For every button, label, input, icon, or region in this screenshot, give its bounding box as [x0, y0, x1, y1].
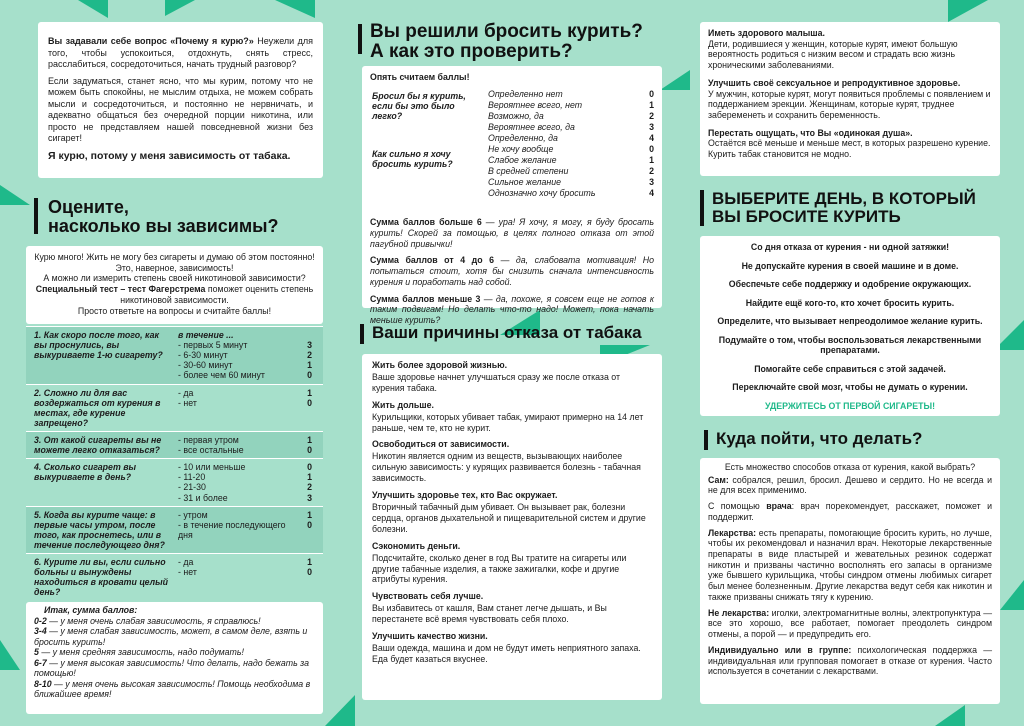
intro-card [38, 22, 323, 178]
reason-text: Вы избавитесь от кашля, Вам станет легче дышать, и Вы перестанете всё время чувствовать себя плохо. [372, 603, 607, 625]
benefit-item [708, 28, 992, 71]
quiz-answers [170, 388, 298, 428]
motivation-answers [488, 89, 654, 199]
quiz-score: 0 [307, 462, 312, 473]
answer-score: 4 [649, 133, 654, 144]
choose-day-heading [712, 190, 976, 226]
result-text: — у меня средняя зависимость, надо подумать! [38, 647, 244, 658]
quiz-question: 6. Курите ли вы, если сильно больны и вынуждены находиться в кровати целый день? [34, 557, 169, 598]
reason-title: Освободиться от зависимости. [372, 439, 510, 450]
day-final: УДЕРЖИТЕСЬ ОТ ПЕРВОЙ СИГАРЕТЫ! [764, 400, 936, 411]
where-item-text: : врач порекомендует, расскажет, поможет и поддержит. [708, 501, 993, 522]
where-item-text: есть препараты, помогающие бросить курить, но лучше, чтобы их рекомендовал и назначил врач. Некоторые лекарственные препараты в виде пластырей и жевательных резинок содержат никотин и призваны частично восполнять его запасы в организме уже бывшего курильщика, чтобы синдром отмены любимых сигарет был менее болезненным. Другие лекарства ведут себя как никотин и также призваны снижать тягу к курению. [708, 527, 992, 602]
benefit-title: Улучшить своё сексуальное и репродуктивное здоровье. [708, 77, 961, 88]
heading-bar [700, 190, 704, 226]
test-name: Специальный тест – тест Фагерстрема [35, 284, 206, 295]
where-item-pre: С помощью [708, 501, 767, 512]
answer-text: Слабое желание [488, 155, 557, 166]
reason-title: Жить более здоровой жизнью. [372, 360, 508, 370]
day-item: Определите, что вызывает непреодолимое желание курить. [717, 316, 983, 327]
score-range-title: Сумма баллов меньше 3 [370, 293, 481, 304]
heading-bar [704, 430, 708, 450]
quiz-answer: - все остальные [178, 445, 244, 456]
reason-title: Жить дольше. [372, 399, 434, 410]
motivation-answer [488, 89, 654, 100]
heading-bar [358, 24, 362, 54]
fagerstrom-quiz [26, 326, 323, 601]
decor-triangle [325, 695, 355, 726]
result-line [34, 658, 315, 679]
reason-item [372, 631, 652, 665]
decor-triangle [275, 0, 315, 18]
answer-text: Вероятнее всего, нет [488, 100, 583, 111]
result-range: 3-4 [34, 626, 47, 637]
where-item [708, 608, 992, 640]
day-item: Помогайте себе справиться с этой задачей. [754, 363, 946, 374]
results-title: Итак, сумма баллов: [44, 605, 138, 615]
answer-score: 3 [649, 122, 654, 133]
heading-line: ВЫ БРОСИТЕ КУРИТЬ [712, 206, 901, 226]
motivation-answer [488, 188, 654, 199]
where-item [708, 475, 992, 496]
dependency-heading [48, 198, 279, 236]
decor-triangle [660, 70, 690, 90]
results-list [34, 616, 315, 700]
quiz-scores [298, 510, 312, 550]
score-range-title: Сумма баллов больше 6 [370, 217, 482, 228]
heading-bar [360, 324, 364, 344]
quiz-score: 2 [307, 350, 312, 361]
answer-score: 2 [649, 166, 654, 177]
decor-triangle [0, 640, 20, 670]
result-text: — у меня очень высокая зависимость! Помощь необходима в ближайшее время! [34, 678, 311, 700]
reason-item [372, 591, 652, 625]
quiz-answer: - 11-20 [178, 472, 206, 483]
quiz-question: 5. Когда вы курите чаще: в первые часы утром, после того, как проснетесь, или в течение последующего дня? [34, 509, 165, 550]
reason-item [372, 541, 652, 586]
quiz-question: 1. Как скоро после того, как вы проснулись, вы выкуриваете 1-ю сигарету? [34, 330, 163, 361]
answer-score: 0 [649, 89, 654, 100]
where-item [708, 501, 992, 522]
quiz-score: 0 [307, 519, 312, 530]
quiz-scores [298, 557, 312, 597]
quiz-answers [170, 557, 298, 597]
where-card [700, 458, 1000, 704]
reason-item [372, 360, 652, 394]
motivation-answer [488, 177, 654, 188]
quiz-row [26, 431, 323, 458]
where-item-title: Не лекарства: [708, 607, 770, 618]
benefit-item [708, 78, 992, 121]
quiz-question: 3. От какой сигареты вы не можете легко отказаться? [34, 434, 162, 456]
motivation-answer [488, 144, 654, 155]
motivation-test-card [362, 66, 662, 325]
quiz-answers [170, 510, 298, 550]
intro-text: Неужели для того, чтобы успокоиться, отдохнуть, снять стресс, расслабиться, сосредоточиться, начать трудный разговор? [48, 36, 313, 70]
where-item-text: собрался, решил, бросил. Дешево и сердито. Но не всегда и не для всех применимо. [708, 474, 992, 496]
heading-line: ВЫБЕРИТЕ ДЕНЬ, В КОТОРЫЙ [712, 189, 976, 208]
quiz-answers [170, 435, 298, 455]
day-item: Подумайте о том, чтобы воспользоваться лекарственными препаратами. [718, 334, 982, 356]
answer-text: Определенно, да [488, 133, 558, 144]
quiz-score: 1 [307, 387, 312, 398]
quiz-answer: - нет [178, 397, 197, 408]
intro-conclusion: Я курю, потому у меня зависимость от табака. [48, 149, 291, 162]
decor-triangle [1000, 580, 1024, 610]
benefit-item [708, 128, 992, 160]
benefit-title: Иметь здорового малыша. [708, 28, 825, 38]
results-card [26, 602, 323, 714]
reason-title: Улучшить качество жизни. [372, 631, 488, 642]
result-range: 5 [34, 647, 39, 658]
quiz-row [26, 553, 323, 600]
quiz-score: 0 [307, 445, 312, 456]
score-range-title: Сумма баллов от 4 до 6 [370, 255, 495, 266]
test-intro-line: А можно ли измерить степень своей никотиновой зависимости? [43, 273, 306, 284]
answer-score: 0 [649, 144, 654, 155]
motivation-answer [488, 166, 654, 177]
quiz-score: 1 [307, 557, 312, 568]
score-range-text: — ура! Я хочу, я могу, я буду бросать курить! Скорей за помощью, в целях полного отказа от этой пагубной привычки! [370, 217, 655, 249]
score-range [370, 217, 654, 249]
answer-score: 4 [649, 188, 654, 199]
quiz-scores [298, 330, 312, 381]
quiz-answer: - нет [178, 567, 197, 578]
quiz-score: 0 [307, 397, 312, 408]
answer-score: 1 [649, 100, 654, 111]
quiz-answer: - да [178, 387, 194, 398]
reasons-card [362, 354, 662, 700]
benefits-card [700, 22, 1000, 176]
heading-line: Оцените, [48, 197, 129, 217]
quiz-score: 0 [307, 567, 312, 578]
where-item [708, 645, 992, 677]
quiz-score: 1 [307, 434, 312, 445]
reason-item [372, 400, 652, 434]
quiz-row [26, 506, 323, 553]
quiz-answer: - первых 5 минут [178, 340, 248, 351]
quiz-answer: - утром [178, 509, 208, 520]
quit-heading [370, 22, 643, 62]
answer-score: 1 [649, 155, 654, 166]
answer-text: Сильное желание [488, 177, 562, 188]
result-line [34, 616, 315, 627]
quiz-scores [298, 462, 312, 502]
where-item-title: Сам: [708, 474, 729, 485]
heading-line: А как это проверить? [370, 40, 573, 62]
quiz-score: 0 [307, 370, 312, 381]
quiz-row [26, 326, 323, 384]
quiz-question: 2. Сложно ли для вас воздержаться от курения в местах, где курение запрещено? [34, 387, 161, 428]
result-range: 0-2 [34, 615, 47, 626]
reasons-heading [372, 324, 642, 342]
quiz-answer: - 6-30 минут [178, 350, 228, 361]
result-line [34, 626, 315, 647]
quiz-answer-title: в течение ... [178, 330, 234, 340]
reason-text: Вторичный табачный дым убивает. Он вызывает рак, болезни сердца, органов дыхательной и пищеварительной систем и другие болезни. [372, 501, 646, 534]
reason-item [372, 439, 652, 484]
day-item: Со дня отказа от курения - ни одной затяжки! [750, 242, 950, 252]
where-heading [716, 430, 922, 448]
score-summary [370, 217, 654, 325]
benefit-text: Остаётся всё меньше и меньше мест, в которых разрешено курение. Курить табак становится не модно. [708, 138, 991, 160]
heading-bar [34, 198, 38, 234]
score-range [370, 255, 654, 287]
quiz-answer: - в течение последующего дня [178, 519, 286, 540]
score-range [370, 294, 654, 326]
where-item-title: Индивидуально или в группе: [708, 644, 852, 655]
where-item [708, 528, 992, 603]
quiz-score: 3 [307, 492, 312, 503]
result-range: 8-10 [34, 678, 52, 689]
benefits-list [708, 28, 992, 160]
answer-text: Вероятнее всего, да [488, 122, 575, 133]
reason-item [372, 490, 652, 535]
quiz-score: 3 [307, 340, 312, 351]
reason-text: Курильщики, которых убивает табак, умирают примерно на 14 лет раньше, чем те, кто не курит. [372, 411, 644, 433]
answer-text: Однозначно хочу бросить [488, 188, 596, 199]
result-text: — у меня высокая зависимость! Что делать, надо бежать за помощью! [34, 657, 310, 679]
motivation-answer [488, 122, 654, 133]
quiz-answer: - более чем 60 минут [178, 370, 265, 381]
day-item: Переключайте свой мозг, чтобы не думать о курении. [732, 382, 968, 393]
where-item-title: Лекарства: [708, 527, 757, 538]
where-item-text: иголки, электромагнитные волны, электропунктура — все это хорошо, все работает, помогает преодолеть синдром отмены, а порой — и предупредить его. [708, 607, 992, 640]
quiz-answer: - 30-60 минут [178, 360, 233, 371]
reason-text: Подсчитайте, сколько денег в год Вы тратите на сигареты или другие табачные изделия, а также зажигалки, кофе и другие атрибуты курения. [372, 552, 627, 585]
quiz-answers [170, 330, 298, 381]
benefit-text: У мужчин, которые курят, могут появиться проблемы с появлением и поддержанием эрекции. Женщинам, которые курят, труднее забеременеть и сохранить беременность. [708, 88, 991, 121]
result-text: — у меня слабая зависимость, может, в самом деле, взять и бросить курить! [34, 626, 308, 647]
heading-line: Куда пойти, что делать? [716, 429, 923, 448]
day-item: Не допускайте курения в своей машине и в доме. [741, 260, 959, 271]
decor-triangle [0, 185, 30, 205]
test-intro-line: Просто ответьте на вопросы и считайте баллы! [77, 305, 272, 316]
day-item: Найдите ещё кого-то, кто хочет бросить курить. [745, 297, 955, 308]
quiz-answers [170, 462, 298, 502]
quiz-score: 1 [307, 509, 312, 520]
intro-paragraph: Если задуматься, станет ясно, что мы курим, потому что не можем быть спокойны, не мыслим отдыха, не можем собрать мысли и сосредоточиться, и постоянно не нервничать, и адекватно общаться без очередной порции никотина, или просто не представляем нашей повседневной жизни без сигарет! [48, 75, 313, 144]
quiz-answer: - 10 или меньше [178, 462, 246, 473]
reason-title: Чувствовать себя лучше. [372, 591, 484, 602]
quiz-score-spacer [298, 330, 312, 340]
score-range-text: — да, похоже, я совсем еще не готов к таким подвигам! Но делать что-то надо! Может, пока начать меньше курить? [370, 293, 654, 325]
quiz-row [26, 458, 323, 505]
benefit-title: Перестать ощущать, что Вы «одинокая душа». [708, 127, 913, 138]
decor-triangle [948, 0, 988, 22]
quiz-row [26, 384, 323, 431]
motivation-answer [488, 155, 654, 166]
decor-triangle [78, 0, 108, 18]
reason-text: Никотин является одним из веществ, вызывающих наиболее сильную зависимость: у курящих развивается болезнь - табачная зависимость. [372, 451, 641, 484]
quiz-score: 1 [307, 472, 312, 483]
answer-text: Не хочу вообще [488, 144, 554, 155]
reason-text: Ваши одежда, машина и дом не будут иметь неприятного запаха. Еда будет казаться вкуснее. [372, 642, 641, 664]
day-item: Обеспечьте себе поддержку и одобрение окружающих. [728, 279, 972, 290]
quiz-scores [298, 435, 312, 455]
where-item-title: врача [766, 501, 792, 512]
reason-title: Улучшить здоровье тех, кто Вас окружает. [372, 490, 558, 501]
intro-question: Вы задавали себе вопрос «Почему я курю?» [48, 36, 254, 46]
result-line [34, 679, 315, 700]
score-range-text: — да, слабовата мотивация! Но попытаться стоит, хотя бы снизить сначала интенсивность курения и поработать над собой. [370, 255, 655, 287]
question-2: Как сильно я хочу бросить курить? [372, 149, 453, 170]
reason-text: Ваше здоровье начнет улучшаться сразу же после отказа от курения табака. [372, 371, 621, 393]
day-items [708, 242, 992, 393]
result-text: — у меня очень слабая зависимость, я справлюсь! [46, 615, 261, 626]
count-title: Опять считаем баллы! [370, 72, 470, 82]
result-range: 6-7 [34, 657, 47, 668]
decor-triangle [165, 0, 195, 16]
quiz-answer: - да [178, 557, 194, 568]
decor-triangle [935, 705, 965, 726]
where-item-text: психологическая поддержка — индивидуальная или групповая помогает в отказе от курения. Часто используется в сочетании с лекарствами. [708, 644, 992, 677]
answer-score: 3 [649, 177, 654, 188]
result-line [34, 647, 315, 658]
motivation-answer [488, 111, 654, 122]
choose-day-card [700, 236, 1000, 416]
question-1: Бросил бы я курить, если бы это было легко? [372, 91, 466, 122]
benefit-text: Дети, родившиеся у женщин, которые курят, имеют большую вероятность родиться с низким весом и страдать всю жизнь хроническими заболеваниями. [708, 38, 958, 71]
motivation-answer [488, 133, 654, 144]
quiz-question: 4. Сколько сигарет вы выкуриваете в день? [34, 462, 137, 483]
quiz-scores [298, 388, 312, 428]
where-list [708, 475, 992, 677]
reason-title: Сэкономить деньги. [372, 540, 461, 551]
answer-text: Определенно нет [488, 89, 563, 100]
heading-line: Ваши причины отказа от табака [372, 323, 642, 342]
heading-line: Вы решили бросить курить? [370, 21, 643, 42]
quiz-answer: - 21-30 [178, 482, 206, 493]
quiz-answer: - первая утром [178, 434, 239, 445]
test-intro-card [26, 246, 323, 324]
motivation-answer [488, 100, 654, 111]
quiz-score: 2 [307, 482, 312, 493]
answer-score: 2 [649, 111, 654, 122]
answer-text: В средней степени [488, 166, 569, 177]
answer-text: Возможно, да [488, 111, 544, 122]
heading-line: насколько вы зависимы? [48, 215, 279, 236]
reasons-list [372, 360, 652, 665]
quiz-score: 1 [307, 360, 312, 371]
quiz-answer: - 31 и более [178, 492, 228, 503]
where-intro: Есть множество способов отказа от курения, какой выбрать? [724, 462, 976, 472]
motivation-questions [370, 89, 654, 213]
test-intro-line: поможет оценить степень никотиновой зависимости. [120, 284, 314, 305]
test-intro-line: Курю много! Жить не могу без сигареты и думаю об этом постоянно! Это, наверное, зависимость! [34, 252, 315, 273]
